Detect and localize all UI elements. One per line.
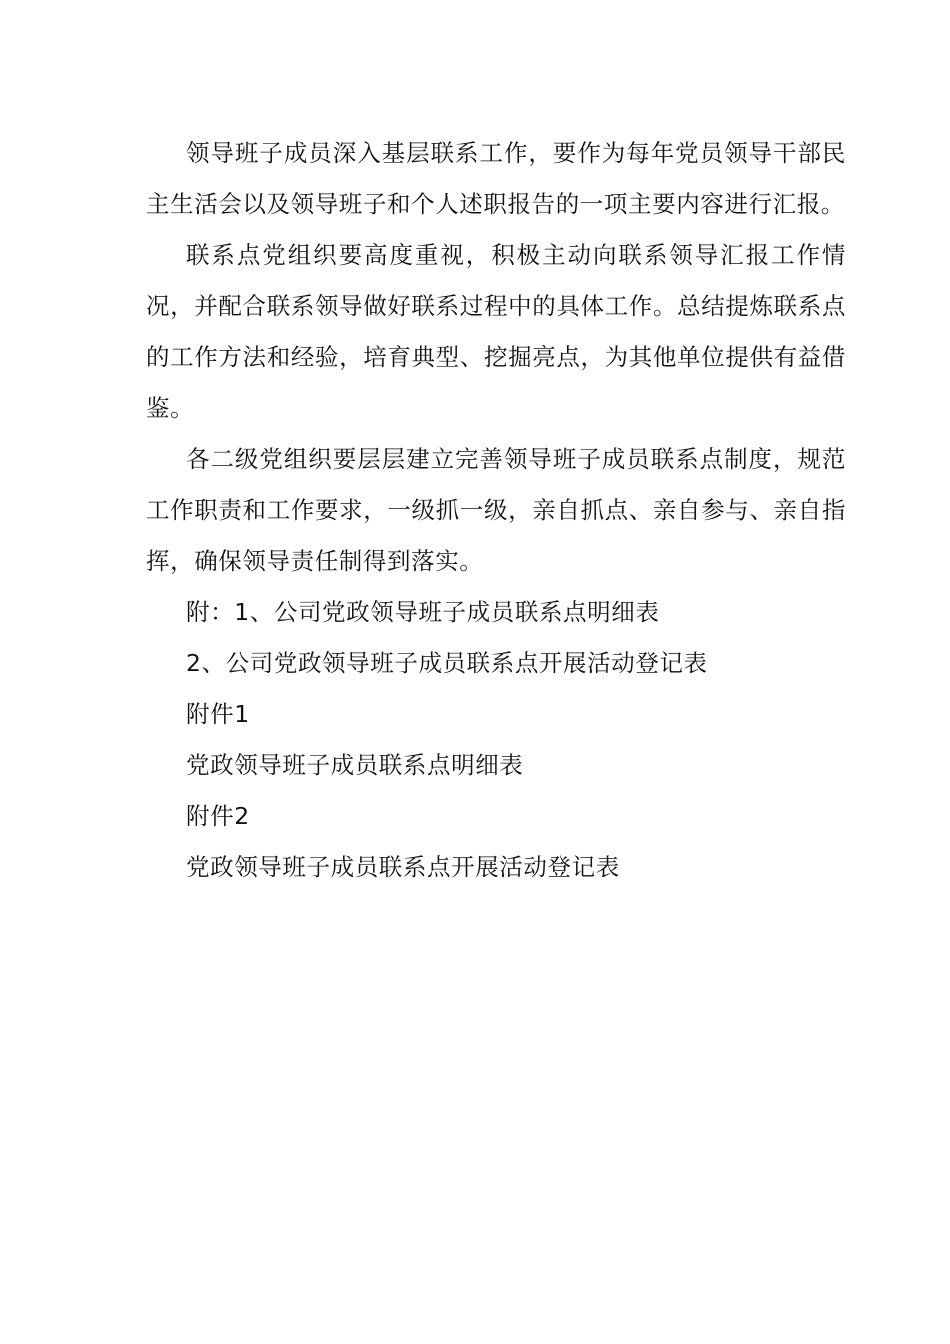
paragraph-secondary-organizations: 各二级党组织要层层建立完善领导班子成员联系点制度，规范工作职责和工作要求，一级抓一级，亲自抓点、亲自参与、亲自指挥，确保领导责任制得到落实。 <box>146 445 846 575</box>
attachments-intro: 附：1、公司党政领导班子成员联系点明细表 <box>186 598 660 626</box>
document-body <box>146 128 846 893</box>
paragraph-contact-point-duties: 联系点党组织要高度重视，积极主动向联系领导汇报工作情况，并配合联系领导做好联系过程中的具体工作。总结提炼联系点的工作方法和经验，培育典型、挖掘亮点，为其他单位提供有益借鉴。 <box>146 241 846 422</box>
attachments-item-2: 2、公司党政领导班子成员联系点开展活动登记表 <box>186 649 708 677</box>
attachment-1-label: 附件1 <box>186 700 250 728</box>
attachment-2-label: 附件2 <box>186 802 250 830</box>
attachment-2-title: 党政领导班子成员联系点开展活动登记表 <box>186 853 620 881</box>
attachment-1-title: 党政领导班子成员联系点明细表 <box>186 751 524 779</box>
paragraph-report-requirement: 领导班子成员深入基层联系工作，要作为每年党员领导干部民主生活会以及领导班子和个人述职报告的一项主要内容进行汇报。 <box>146 139 846 218</box>
